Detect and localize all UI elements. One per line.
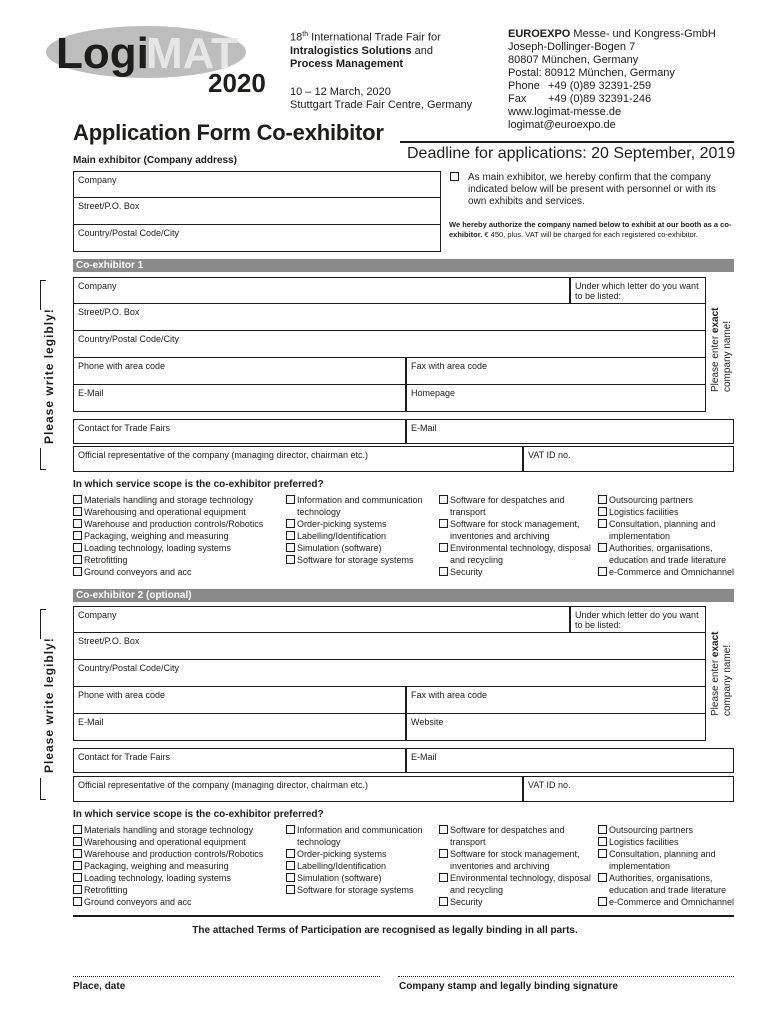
exact-name-note: [710, 307, 734, 392]
fair-dates: 10 – 12 March, 2020: [290, 85, 391, 98]
scope-option-label: Information and communication technology: [297, 825, 423, 847]
scope-option-label: Authorities, organisations, education and trade literature: [609, 873, 727, 895]
co1-street-field[interactable]: [73, 304, 706, 331]
scope-option[interactable]: [73, 518, 283, 530]
co-exhibitor-2-bar: Co-exhibitor 2 (optional): [73, 589, 734, 602]
authorize-rest: € 450, plus. VAT will be charged for each registered co-exhibitor.: [482, 230, 698, 239]
edition-suffix: th: [302, 31, 309, 38]
edition-number: 18: [290, 31, 303, 44]
scope-option-label: Warehouse and production controls/Robotics: [84, 519, 264, 529]
scope-option-label: Security: [450, 897, 483, 907]
scope-option[interactable]: [73, 824, 283, 836]
fair-info: [290, 28, 472, 112]
bracket-bottom: [40, 448, 46, 470]
place-date-label: Place, date: [73, 981, 126, 992]
main-street-field[interactable]: [73, 198, 441, 225]
scope-option-label: Loading technology, loading systems: [84, 543, 231, 553]
field-label: Street/P.O. Box: [78, 636, 140, 646]
co1-letter-field[interactable]: [570, 277, 706, 304]
co1-phone-field[interactable]: [73, 358, 406, 385]
scope-option-label: Ground conveyors and acc: [84, 567, 192, 577]
scope-option-label: Loading technology, loading systems: [84, 873, 231, 883]
checkbox[interactable]: [439, 495, 448, 504]
field-label: E-Mail: [78, 717, 104, 727]
checkbox[interactable]: [73, 507, 82, 516]
scope-option-label: Authorities, organisations, education and trade literature: [609, 543, 727, 565]
field-label: Fax with area code: [411, 361, 488, 371]
form-title: Application Form Co-exhibitor: [73, 120, 384, 145]
checkbox[interactable]: [73, 885, 82, 894]
co2-scope-heading: In which service scope is the co-exhibitor preferred?: [73, 809, 324, 820]
scope-option-label: Warehousing and operational equipment: [84, 507, 246, 517]
field-label: Company: [78, 281, 117, 291]
exact-text1: Please enter: [710, 657, 721, 716]
confirm-text: As main exhibitor, we hereby confirm that the company indicated below will be present with personnel or with its own exhibits and services.: [468, 172, 716, 207]
exact-name-note: [710, 631, 734, 716]
scope-option[interactable]: [598, 566, 738, 578]
co1-homepage-field[interactable]: [406, 385, 706, 412]
scope-option[interactable]: [439, 542, 594, 566]
scope-option-label: Environmental technology, disposal and recycling: [450, 873, 591, 895]
deadline: Deadline for applications: 20 September, 2019: [407, 145, 736, 162]
place-date-line[interactable]: [73, 976, 380, 977]
organizer-phone: +49 (0)89 32391-259: [548, 80, 652, 92]
field-label: Street/P.O. Box: [78, 201, 140, 211]
checkbox[interactable]: [73, 495, 82, 504]
co1-scope-heading: In which service scope is the co-exhibitor preferred?: [73, 479, 324, 490]
scope-option-label: Retrofitting: [84, 885, 128, 895]
title-rule: [400, 141, 734, 143]
scope-option[interactable]: [73, 884, 283, 896]
main-exhibitor-label: Main exhibitor (Company address): [73, 155, 237, 166]
scope-option-label: Software for stock management, inventories and archiving: [450, 519, 580, 541]
fair-line2: Intralogistics Solutions: [290, 44, 412, 57]
field-label: VAT ID no.: [528, 780, 571, 790]
field-label: Phone with area code: [78, 361, 166, 371]
organizer-city: 80807 München, Germany: [508, 54, 639, 66]
checkbox[interactable]: [598, 519, 607, 528]
field-label: Country/Postal Code/City: [78, 334, 180, 344]
co2-email-field[interactable]: [73, 714, 406, 741]
scope-option-label: Software for storage systems: [297, 885, 414, 895]
checkbox[interactable]: [73, 837, 82, 846]
checkbox[interactable]: [598, 567, 607, 576]
signature-label: Company stamp and legally binding signature: [399, 981, 618, 992]
scope-option[interactable]: [73, 554, 283, 566]
scope-option[interactable]: [439, 824, 594, 848]
organizer-name-rest: Messe- und Kongress-GmbH: [570, 28, 716, 40]
checkbox[interactable]: [598, 849, 607, 858]
checkbox[interactable]: [598, 873, 607, 882]
scope-option[interactable]: [286, 518, 436, 530]
co2-street-field[interactable]: [73, 633, 706, 660]
checkbox[interactable]: [73, 531, 82, 540]
field-label: Website: [411, 717, 444, 727]
scope-option-label: Software for despatches and transport: [450, 495, 565, 517]
scope-option[interactable]: [73, 566, 283, 578]
scope-option[interactable]: [439, 896, 594, 908]
scope-option-label: Consultation, planning and implementation: [609, 519, 716, 541]
authorize-bold: We hereby authorize the company named below to exhibit at our booth as a co-exhibitor.: [449, 220, 732, 239]
checkbox[interactable]: [286, 885, 295, 894]
scope-option[interactable]: [439, 518, 594, 542]
scope-option-label: Simulation (software): [297, 873, 382, 883]
co2-company-field[interactable]: [73, 606, 570, 633]
checkbox[interactable]: [286, 543, 295, 552]
scope-option[interactable]: [73, 848, 283, 860]
scope-option-label: Order-picking systems: [297, 519, 387, 529]
co2-scope-col2: [286, 824, 436, 896]
co1-contact-field[interactable]: [73, 419, 406, 444]
fair-venue: Stuttgart Trade Fair Centre, Germany: [290, 98, 473, 111]
co2-fax-field[interactable]: [406, 687, 706, 714]
scope-option[interactable]: [73, 872, 283, 884]
field-label: Fax with area code: [411, 690, 488, 700]
field-label: E-Mail: [411, 752, 437, 762]
bracket-bottom: [40, 778, 46, 800]
co2-phone-field[interactable]: [73, 687, 406, 714]
checkbox[interactable]: [439, 567, 448, 576]
checkbox[interactable]: [286, 825, 295, 834]
scope-option-label: Security: [450, 567, 483, 577]
scope-option[interactable]: [286, 824, 436, 848]
checkbox[interactable]: [439, 519, 448, 528]
checkbox[interactable]: [439, 873, 448, 882]
scope-option[interactable]: [598, 494, 738, 506]
authorization-text: [449, 220, 737, 240]
organizer-email[interactable]: logimat@euroexpo.de: [508, 119, 616, 131]
field-label: Company: [78, 175, 117, 185]
scope-option[interactable]: [439, 566, 594, 578]
co1-email-field[interactable]: [73, 385, 406, 412]
co1-official-field[interactable]: [73, 446, 523, 472]
scope-option[interactable]: [286, 860, 436, 872]
co1-scope-col1: [73, 494, 283, 578]
co1-scope-col2: [286, 494, 436, 566]
co1-vat-field[interactable]: [523, 446, 734, 472]
checkbox[interactable]: [73, 897, 82, 906]
scope-option[interactable]: [286, 542, 436, 554]
field-label: Homepage: [411, 388, 456, 398]
co2-country-field[interactable]: [73, 660, 706, 687]
scope-option[interactable]: [286, 530, 436, 542]
scope-option[interactable]: [73, 494, 283, 506]
checkbox[interactable]: [286, 555, 295, 564]
co1-contact-email-field[interactable]: [406, 419, 734, 444]
scope-option-label: Simulation (software): [297, 543, 382, 553]
scope-option[interactable]: [439, 848, 594, 872]
co2-official-field[interactable]: [73, 776, 523, 802]
exact-text2: company name!: [722, 644, 733, 716]
field-label: Country/Postal Code/City: [78, 228, 180, 238]
organizer-fax: +49 (0)89 32391-246: [548, 93, 652, 105]
scope-option-label: Warehousing and operational equipment: [84, 837, 246, 847]
scope-option-label: Logistics facilities: [609, 837, 679, 847]
scope-option[interactable]: [73, 542, 283, 554]
co1-scope-col4: [598, 494, 738, 578]
co2-contact-email-field[interactable]: [406, 748, 734, 773]
scope-option[interactable]: [598, 872, 738, 896]
co2-scope-col3: [439, 824, 594, 908]
checkbox[interactable]: [598, 837, 607, 846]
terms-statement: The attached Terms of Participation are recognised as legally binding in all parts.: [192, 925, 578, 936]
fair-line2b: and: [411, 44, 434, 57]
checkbox[interactable]: [439, 897, 448, 906]
checkbox[interactable]: [598, 507, 607, 516]
scope-option[interactable]: [286, 554, 436, 566]
checkbox[interactable]: [286, 531, 295, 540]
main-company-field[interactable]: [73, 171, 441, 198]
field-label: Street/P.O. Box: [78, 307, 140, 317]
co1-scope-col3: [439, 494, 594, 578]
scope-option[interactable]: [598, 848, 738, 872]
checkbox[interactable]: [73, 825, 82, 834]
phone-label: Phone: [508, 80, 540, 92]
exact-text2: company name!: [722, 320, 733, 392]
field-label: Under which letter do you want to be listed:: [575, 281, 699, 301]
logo-year: 2020: [208, 68, 266, 98]
scope-option[interactable]: [286, 494, 436, 518]
checkbox[interactable]: [73, 519, 82, 528]
logo-word1: Logi: [56, 29, 149, 78]
checkbox[interactable]: [598, 825, 607, 834]
scope-option-label: Software for despatches and transport: [450, 825, 565, 847]
scope-option[interactable]: [598, 836, 738, 848]
scope-option[interactable]: [439, 494, 594, 518]
edition-text: International Trade Fair for: [308, 31, 441, 44]
scope-option-label: e-Commerce and Omnichannel: [609, 567, 735, 577]
checkbox[interactable]: [73, 861, 82, 870]
confirm-checkbox[interactable]: [450, 172, 459, 181]
checkbox[interactable]: [286, 495, 295, 504]
scope-option-label: Retrofitting: [84, 555, 128, 565]
scope-option[interactable]: [598, 542, 738, 566]
field-label: Phone with area code: [78, 690, 166, 700]
checkbox[interactable]: [286, 849, 295, 858]
checkbox[interactable]: [73, 543, 82, 552]
fax-label: Fax: [508, 93, 527, 105]
scope-option[interactable]: [286, 884, 436, 896]
checkbox[interactable]: [286, 861, 295, 870]
organizer-name: EUROEXPO: [508, 28, 571, 40]
scope-option[interactable]: [73, 860, 283, 872]
field-label: Contact for Trade Fairs: [78, 423, 171, 433]
scope-option-label: e-Commerce and Omnichannel: [609, 897, 735, 907]
co1-fax-field[interactable]: [406, 358, 706, 385]
scope-option-label: Materials handling and storage technology: [84, 825, 254, 835]
field-label: Contact for Trade Fairs: [78, 752, 171, 762]
checkbox[interactable]: [439, 543, 448, 552]
scope-option[interactable]: [439, 872, 594, 896]
checkbox[interactable]: [598, 543, 607, 552]
checkbox[interactable]: [598, 897, 607, 906]
co-exhibitor-1-bar: Co-exhibitor 1: [73, 259, 734, 272]
co2-website-field[interactable]: [406, 714, 706, 741]
logo-word2: MAT: [146, 29, 239, 78]
field-label: Under which letter do you want to be listed:: [575, 610, 699, 630]
checkbox[interactable]: [73, 849, 82, 858]
scope-option[interactable]: [73, 896, 283, 908]
co2-vat-field[interactable]: [523, 776, 734, 802]
scope-option-label: Warehouse and production controls/Robotics: [84, 849, 264, 859]
scope-option[interactable]: [73, 836, 283, 848]
fair-line3: Process Management: [290, 57, 404, 70]
checkbox[interactable]: [439, 849, 448, 858]
scope-option-label: Labelling/Identification: [297, 861, 387, 871]
scope-option[interactable]: [286, 848, 436, 860]
scope-option-label: Consultation, planning and implementation: [609, 849, 716, 871]
co2-letter-field[interactable]: [570, 606, 706, 633]
co1-company-field[interactable]: [73, 277, 570, 304]
scope-option[interactable]: [598, 896, 738, 908]
scope-option-label: Packaging, weighing and measuring: [84, 861, 229, 871]
scope-option[interactable]: [598, 518, 738, 542]
write-legibly-note: Please write legibly!: [42, 637, 56, 773]
field-label: Official representative of the company (managing director, chairman etc.): [78, 780, 368, 790]
scope-option-label: Software for storage systems: [297, 555, 414, 565]
field-label: Company: [78, 610, 117, 620]
scope-option[interactable]: [286, 872, 436, 884]
scope-option-label: Materials handling and storage technology: [84, 495, 254, 505]
field-label: E-Mail: [78, 388, 104, 398]
scope-option-label: Labelling/Identification: [297, 531, 387, 541]
field-label: E-Mail: [411, 423, 437, 433]
field-label: Official representative of the company (managing director, chairman etc.): [78, 450, 368, 460]
scope-option-label: Software for stock management, inventories and archiving: [450, 849, 580, 871]
terms-rule: [73, 915, 734, 917]
exact-text1: Please enter: [710, 333, 721, 392]
scope-option-label: Order-picking systems: [297, 849, 387, 859]
signature-line[interactable]: [398, 976, 734, 977]
organizer-postal: Postal: 80912 München, Germany: [508, 67, 675, 79]
checkbox[interactable]: [286, 873, 295, 882]
checkbox[interactable]: [286, 519, 295, 528]
field-label: VAT ID no.: [528, 450, 571, 460]
logimat-logo: [42, 18, 278, 108]
co2-contact-field[interactable]: [73, 748, 406, 773]
checkbox[interactable]: [73, 873, 82, 882]
scope-option[interactable]: [598, 824, 738, 836]
organizer-street: Joseph-Dollinger-Bogen 7: [508, 41, 636, 53]
exact-bold: exact: [710, 631, 721, 658]
co2-scope-col4: [598, 824, 738, 908]
exact-bold: exact: [710, 307, 721, 334]
co1-country-field[interactable]: [73, 331, 706, 358]
co2-scope-col1: [73, 824, 283, 908]
scope-option-label: Outsourcing partners: [609, 495, 694, 505]
organizer-address: [508, 28, 716, 132]
write-legibly-note: Please write legibly!: [42, 308, 56, 444]
scope-option-label: Ground conveyors and acc: [84, 897, 192, 907]
main-country-field[interactable]: [73, 225, 441, 252]
checkbox[interactable]: [439, 825, 448, 834]
checkbox[interactable]: [73, 567, 82, 576]
main-exhibitor-confirmation: [450, 172, 736, 208]
scope-option-label: Packaging, weighing and measuring: [84, 531, 229, 541]
scope-option-label: Information and communication technology: [297, 495, 423, 517]
scope-option-label: Environmental technology, disposal and recycling: [450, 543, 591, 565]
checkbox[interactable]: [598, 495, 607, 504]
bracket-top: [40, 280, 46, 310]
checkbox[interactable]: [73, 555, 82, 564]
bracket-top: [40, 609, 46, 639]
scope-option-label: Outsourcing partners: [609, 825, 694, 835]
scope-option[interactable]: [73, 506, 283, 518]
scope-option[interactable]: [598, 506, 738, 518]
organizer-website[interactable]: www.logimat-messe.de: [508, 106, 622, 118]
field-label: Country/Postal Code/City: [78, 663, 180, 673]
scope-option[interactable]: [73, 530, 283, 542]
scope-option-label: Logistics facilities: [609, 507, 679, 517]
